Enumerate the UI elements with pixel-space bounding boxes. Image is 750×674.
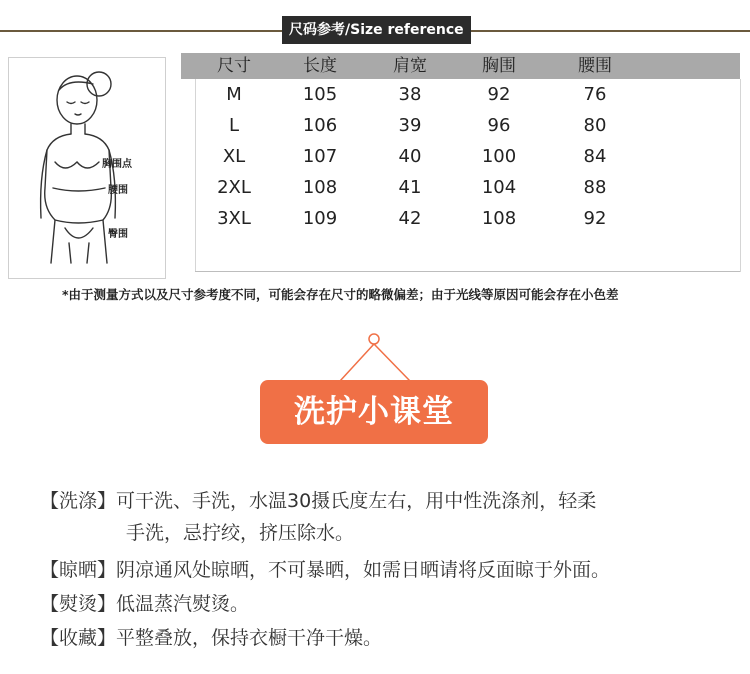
care-text: 平整叠放，保持衣橱干净干燥。 [116,627,383,649]
care-item-washing [40,486,596,513]
cell-shoulder: 41 [398,177,422,198]
care-tag: 【收藏】 [40,627,117,649]
waist-label: 腰围 [108,185,128,196]
cell-shoulder: 38 [398,84,422,105]
size-reference-panel [0,0,750,316]
cell-size: L [228,115,240,136]
care-title-badge: 洗护小课堂 [260,380,488,444]
cell-waist: 80 [583,115,607,136]
column-header-bust: 胸围 [482,56,516,76]
care-item-drying [40,555,610,582]
care-tag: 【晾晒】 [40,559,117,581]
measurement-note: *由于测量方式以及尺寸参考度不同，可能会存在尺寸的略微偏差；由于光线等原因可能会存在小色差 [62,287,619,302]
cell-shoulder: 39 [398,115,422,136]
cell-length: 108 [302,177,338,198]
column-header-waist: 腰围 [578,56,612,76]
body-figure-illustration [9,58,165,278]
cell-size: M [226,84,242,105]
cell-length: 107 [302,146,338,167]
cell-length: 106 [302,115,338,136]
body-measurement-figure [8,57,166,279]
table-row [181,172,740,203]
cell-bust: 100 [481,146,517,167]
hanger-icon [330,325,420,385]
table-border-left [195,79,196,272]
cell-waist: 92 [583,208,607,229]
size-table-header [181,53,740,79]
care-text: 可干洗、手洗，水温30摄氏度左右，用中性洗涤剂，轻柔 [116,490,597,512]
table-row [181,203,740,234]
size-table [181,53,740,234]
cell-shoulder: 42 [398,208,422,229]
cell-size: 3XL [217,208,251,229]
care-text: 低温蒸汽熨烫。 [116,593,250,615]
column-header-size: 尺寸 [217,56,251,76]
cell-waist: 88 [583,177,607,198]
cell-waist: 76 [583,84,607,105]
care-item-storage [40,623,382,650]
cell-length: 105 [302,84,338,105]
cell-size: XL [222,146,246,167]
cell-bust: 108 [481,208,517,229]
care-tag: 【熨烫】 [40,593,117,615]
cell-waist: 84 [583,146,607,167]
column-header-length: 长度 [303,56,337,76]
bust-label: 胸围点 [102,159,132,170]
cell-bust: 92 [487,84,511,105]
column-header-shoulder: 肩宽 [393,56,427,76]
cell-bust: 104 [481,177,517,198]
size-reference-title: 尺码参考/Size reference [282,16,471,44]
cell-bust: 96 [487,115,511,136]
care-text: 阴凉通风处晾晒，不可暴晒，如需日晒请将反面晾于外面。 [116,559,611,581]
cell-shoulder: 40 [398,146,422,167]
care-item-ironing [40,589,249,616]
cell-length: 109 [302,208,338,229]
table-row [181,110,740,141]
care-item-washing-continued: 手洗，忌拧绞，挤压除水。 [126,522,355,544]
care-tag: 【洗涤】 [40,490,117,512]
table-row [181,141,740,172]
cell-size: 2XL [217,177,251,198]
table-row [181,79,740,110]
table-border-right [740,79,741,272]
hip-label: 臀围 [108,229,128,240]
table-border-bottom [195,271,740,272]
